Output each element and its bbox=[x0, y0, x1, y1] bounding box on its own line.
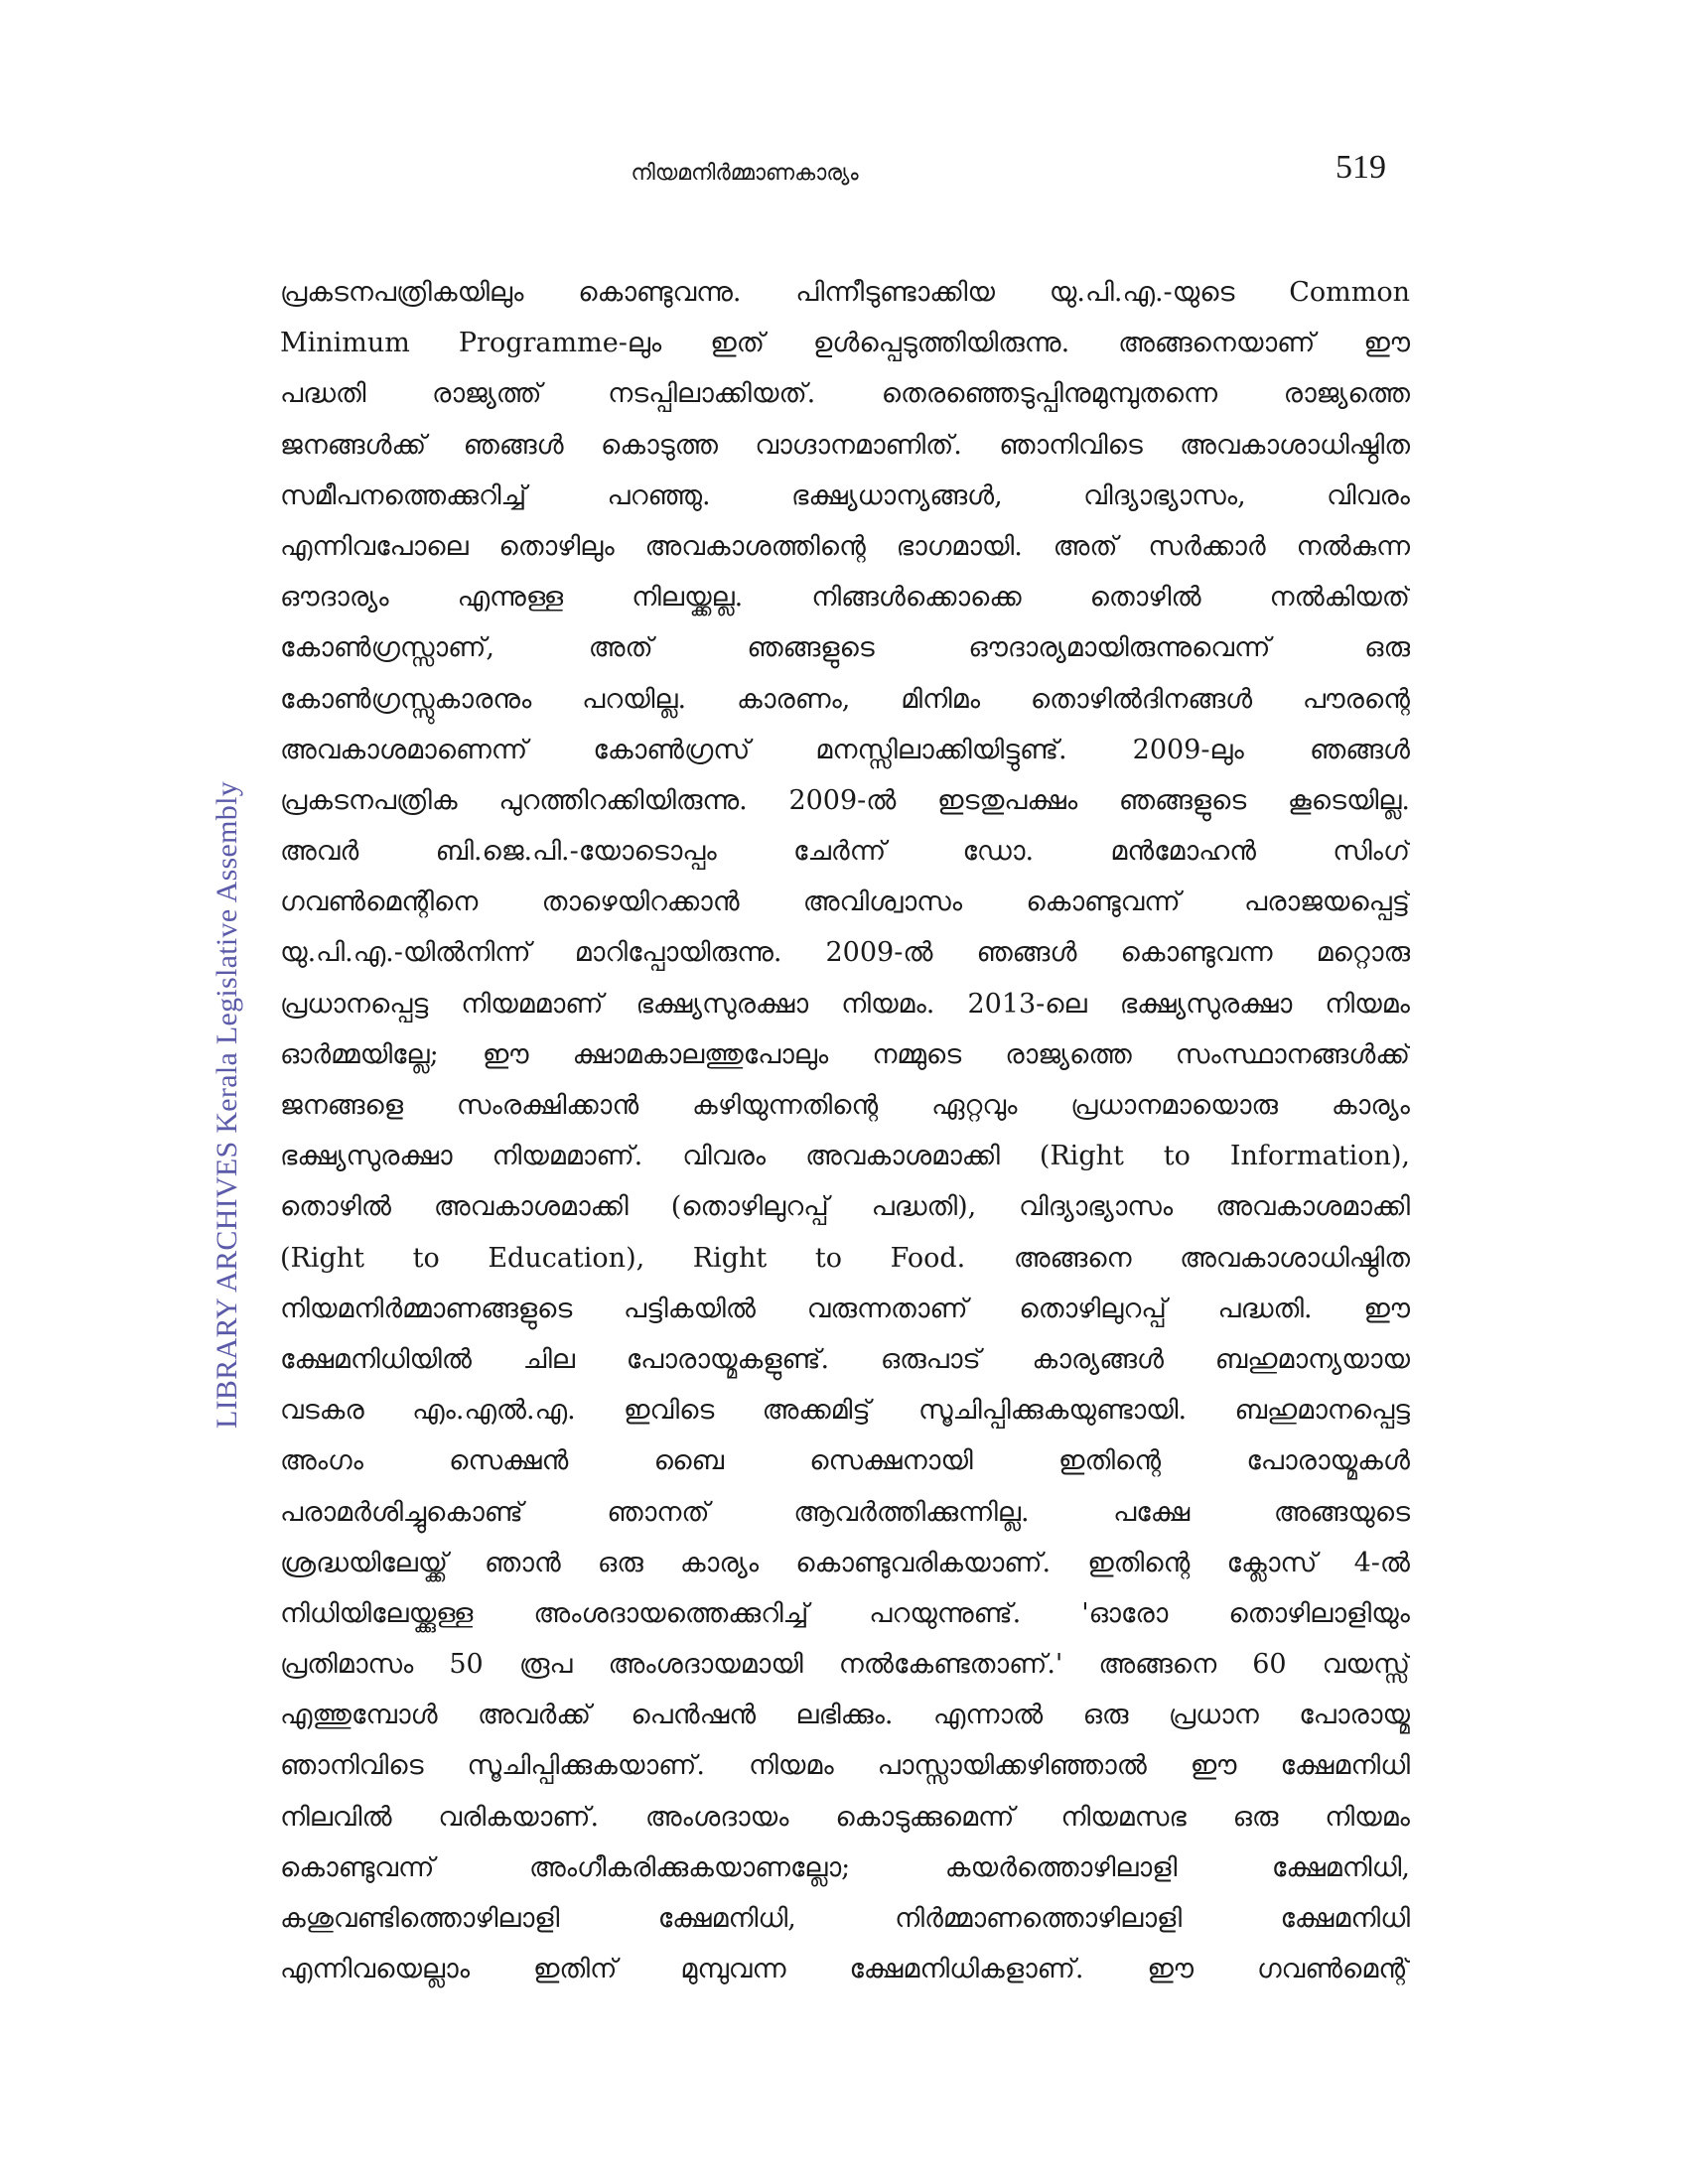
text-line: (Right to Education), Right to Food. അങ്ങനെ അവകാശാധിഷ്ഠിത bbox=[280, 1242, 1410, 1274]
text-line: ഔദാര്യം എന്നുള്ള നിലയ്ക്കല്ല. നിങ്ങൾക്കൊക്കെ തൊഴിൽ നൽകിയത് bbox=[280, 582, 1410, 614]
text-line: കോൺഗ്രസ്സാണ്, അത് ഞങ്ങളുടെ ഔദാര്യമായിരുന്നുവെന്ന് ഒരു bbox=[280, 632, 1410, 664]
text-line: അംഗം സെക്ഷൻ ബൈ സെക്ഷനായി ഇതിന്റെ പോരായ്മകൾ bbox=[280, 1445, 1410, 1477]
text-line: എത്തുമ്പോൾ അവർക്ക് പെൻഷൻ ലഭിക്കും. എന്നാൽ ഒരു പ്രധാന പോരായ്മ bbox=[280, 1700, 1410, 1731]
text-line: സമീപനത്തെക്കുറിച്ച് പറഞ്ഞു. ഭക്ഷ്യധാന്യങ്ങൾ, വിദ്യാഭ്യാസം, വിവരം bbox=[280, 479, 1410, 511]
text-line: നിധിയിലേയ്ക്കുള്ള അംശദായത്തെക്കുറിച്ച് പറയുന്നുണ്ട്. 'ഓരോ തൊഴിലാളിയും bbox=[280, 1597, 1410, 1629]
body-text bbox=[280, 267, 1410, 1994]
text-line: നിയമനിർമ്മാണങ്ങളുടെ പട്ടികയിൽ വരുന്നതാണ് തൊഴിലുറപ്പ് പദ്ധതി. ഈ bbox=[280, 1293, 1410, 1324]
text-line: കശുവണ്ടിത്തൊഴിലാളി ക്ഷേമനിധി, നിർമ്മാണത്തൊഴിലാളി ക്ഷേമനിധി bbox=[280, 1903, 1410, 1934]
text-line: പരാമർശിച്ചുകൊണ്ട് ഞാനത് ആവർത്തിക്കുന്നില്ല. പക്ഷേ അങ്ങയുടെ bbox=[280, 1496, 1410, 1528]
text-line: പദ്ധതി രാജ്യത്ത് നടപ്പിലാക്കിയത്. തെരഞ്ഞെടുപ്പിനുമുമ്പുതന്നെ രാജ്യത്തെ bbox=[280, 378, 1410, 410]
text-line: യു.പി.എ.-യിൽനിന്ന് മാറിപ്പോയിരുന്നു. 2009-ൽ ഞങ്ങൾ കൊണ്ടുവന്ന മറ്റൊരു bbox=[280, 937, 1410, 969]
text-line: ക്ഷേമനിധിയിൽ ചില പോരായ്മകളുണ്ട്. ഒരുപാട് കാര്യങ്ങൾ ബഹുമാന്യയായ bbox=[280, 1343, 1410, 1375]
text-line: ഭക്ഷ്യസുരക്ഷാ നിയമമാണ്. വിവരം അവകാശമാക്കി (Right to Information), bbox=[280, 1141, 1410, 1172]
text-line: കൊണ്ടുവന്ന് അംഗീകരിക്കുകയാണല്ലോ; കയർത്തൊഴിലാളി ക്ഷേമനിധി, bbox=[280, 1851, 1410, 1883]
text-line: ജനങ്ങളെ സംരക്ഷിക്കാൻ കഴിയുന്നതിന്റെ ഏറ്റവും പ്രധാനമായൊരു കാര്യം bbox=[280, 1090, 1410, 1121]
text-line: ശ്രദ്ധയിലേയ്ക്ക് ഞാൻ ഒരു കാര്യം കൊണ്ടുവരികയാണ്. ഇതിന്റെ ക്ലോസ് 4-ൽ bbox=[280, 1547, 1410, 1578]
running-title: നിയമനിർമ്മാണകാര്യം bbox=[631, 161, 859, 186]
text-line: ജനങ്ങൾക്ക് ഞങ്ങൾ കൊടുത്ത വാഗ്ദാനമാണിത്. ഞാനിവിടെ അവകാശാധിഷ്ഠിത bbox=[280, 429, 1410, 461]
text-line: എന്നിവപോലെ തൊഴിലും അവകാശത്തിന്റെ ഭാഗമായി. അത് സർക്കാർ നൽകുന്ന bbox=[280, 530, 1410, 562]
text-line: Minimum Programme-ലും ഇത് ഉൾപ്പെടുത്തിയിരുന്നു. അങ്ങനെയാണ് ഈ bbox=[280, 328, 1410, 359]
text-line: എന്നിവയെല്ലാം ഇതിന് മുമ്പുവന്ന ക്ഷേമനിധികളാണ്. ഈ ഗവൺമെന്റ് bbox=[280, 1954, 1410, 1985]
text-line: തൊഴിൽ അവകാശമാക്കി (തൊഴിലുറപ്പ് പദ്ധതി), വിദ്യാഭ്യാസം അവകാശമാക്കി bbox=[280, 1191, 1410, 1223]
text-line: ഓർമ്മയില്ലേ; ഈ ക്ഷാമകാലത്തുപോലും നമ്മുടെ രാജ്യത്തെ സംസ്ഥാനങ്ങൾക്ക് bbox=[280, 1038, 1410, 1070]
text-line: പ്രതിമാസം 50 രൂപ അംശദായമായി നൽകേണ്ടതാണ്.' അങ്ങനെ 60 വയസ്സ് bbox=[280, 1649, 1410, 1681]
page-number: 519 bbox=[1336, 149, 1386, 186]
text-line: ഗവൺമെന്റിനെ താഴെയിറക്കാൻ അവിശ്വാസം കൊണ്ടുവന്ന് പരാജയപ്പെട്ട് bbox=[280, 887, 1410, 918]
text-line: ഞാനിവിടെ സൂചിപ്പിക്കുകയാണ്. നിയമം പാസ്സായിക്കഴിഞ്ഞാൽ ഈ ക്ഷേമനിധി bbox=[280, 1750, 1410, 1782]
text-line: പ്രകടനപത്രിക പുറത്തിറക്കിയിരുന്നു. 2009-ൽ ഇടതുപക്ഷം ഞങ്ങളുടെ കൂടെയില്ല. bbox=[280, 784, 1410, 816]
text-line: കോൺഗ്രസ്സുകാരനും പറയില്ല. കാരണം, മിനിമം തൊഴിൽദിനങ്ങൾ പൗരന്റെ bbox=[280, 683, 1410, 715]
text-line: നിലവിൽ വരികയാണ്. അംശദായം കൊടുക്കുമെന്ന് നിയമസഭ ഒരു നിയമം bbox=[280, 1801, 1410, 1833]
text-line: പ്രകടനപത്രികയിലും കൊണ്ടുവന്നു. പിന്നീടുണ്ടാക്കിയ യു.പി.എ.-യുടെ Common bbox=[280, 277, 1410, 308]
text-line: വടകര എം.എൽ.എ. ഇവിടെ അക്കമിട്ട് സൂചിപ്പിക്കുകയുണ്ടായി. ബഹുമാനപ്പെട്ട bbox=[280, 1395, 1410, 1427]
text-line: അവകാശമാണെന്ന് കോൺഗ്രസ് മനസ്സിലാക്കിയിട്ടുണ്ട്. 2009-ലും ഞങ്ങൾ bbox=[280, 734, 1410, 765]
page-header bbox=[0, 149, 1688, 199]
text-line: അവർ ബി.ജെ.പി.-യോടൊപ്പം ചേർന്ന് ഡോ. മൻമോഹൻ സിംഗ് bbox=[280, 836, 1410, 868]
archive-watermark: LIBRARY ARCHIVES Kerala Legislative Assembly bbox=[211, 780, 243, 1430]
text-line: പ്രധാനപ്പെട്ട നിയമമാണ് ഭക്ഷ്യസുരക്ഷാ നിയമം. 2013-ലെ ഭക്ഷ്യസുരക്ഷാ നിയമം bbox=[280, 988, 1410, 1020]
